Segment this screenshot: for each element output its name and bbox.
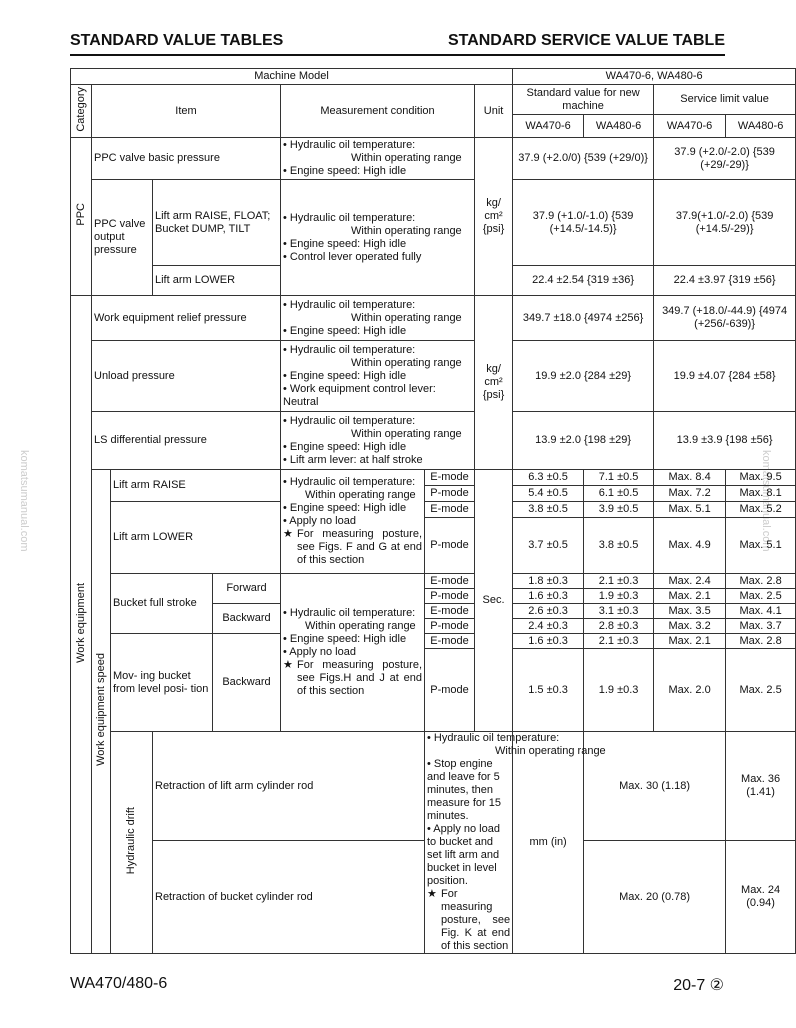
measurement-condition-header: Measurement condition [281,85,475,138]
value-cell: 37.9 (+1.0/-1.0) {539 (+14.5/-14.5)} [513,180,654,266]
item-forward: Forward [213,574,281,604]
value-cell: Max. 2.1 [654,634,726,649]
value-cell: Max. 5.1 [726,518,796,574]
item-moving-bucket: Mov- ing bucket from level posi- tion [111,634,213,732]
value-cell: 2.1 ±0.3 [584,634,654,649]
mode-label: P-mode [425,589,475,604]
value-cell: Max. 3.2 [654,619,726,634]
value-cell: Max. 4.1 [726,604,796,619]
value-cell: Max. 2.1 [654,589,726,604]
unit-pressure: kg/ cm² {psi} [475,296,513,470]
page-header [70,32,725,56]
item-lift-raise: Lift arm RAISE [111,470,281,502]
value-cell: Max. 2.0 [654,649,726,732]
unit-sec: Sec. [475,470,513,732]
watermark-right: komatsumanual.com [760,450,772,552]
value-cell: 7.1 ±0.5 [584,470,654,486]
mode-label: E-mode [425,470,475,486]
value-cell: 6.3 ±0.5 [513,470,584,486]
condition-speed-bucket: • Hydraulic oil temperature: Within operating range • Engine speed: High idle • Apply no load ★ For measuring posture, see Figs.H and J at end of this section [281,574,425,732]
item-header: Item [92,85,281,138]
value-cell: 19.9 ±4.07 {284 ±58} [654,341,796,412]
item-bucket-full-stroke: Bucket full stroke [111,574,213,634]
model-header: WA480-6 [584,115,654,138]
value-cell: 2.6 ±0.3 [513,604,584,619]
item-ppc-output: PPC valve output pressure [92,180,153,296]
value-cell: Max. 5.1 [654,502,726,518]
mode-label: E-mode [425,634,475,649]
value-cell: 3.7 ±0.5 [513,518,584,574]
unit-ppc: kg/ cm² {psi} [475,138,513,296]
value-cell: 3.8 ±0.5 [584,518,654,574]
value-cell: 37.9 (+2.0/0) {539 (+29/0)} [513,138,654,180]
item-lift-lower: Lift arm LOWER [111,502,281,574]
watermark-left: komatsumanual.com [18,450,30,552]
mode-label: P-mode [425,619,475,634]
item-unload-pressure: Unload pressure [92,341,281,412]
value-cell: Max. 7.2 [654,486,726,502]
value-cell: Max. 2.5 [726,649,796,732]
value-cell: 37.9 (+2.0/-2.0) {539 (+29/-29)} [654,138,796,180]
model-header: WA470-6 [654,115,726,138]
header-left-title: STANDARD VALUE TABLES [70,32,284,49]
service-value-table [70,68,796,954]
value-cell: Max. 4.9 [654,518,726,574]
value-cell: 1.6 ±0.3 [513,589,584,604]
condition-ppc-output: • Hydraulic oil temperature: Within operating range • Engine speed: High idle • Control lever operated fully [281,180,475,296]
value-cell: Max. 24 (0.94) [726,841,796,954]
value-cell: 1.5 ±0.3 [513,649,584,732]
item-ppc-output-sub1: Lift arm RAISE, FLOAT; Bucket DUMP, TILT [153,180,281,266]
value-cell: 22.4 ±2.54 {319 ±36} [513,266,654,296]
mode-label: E-mode [425,574,475,589]
value-cell: 1.9 ±0.3 [584,649,654,732]
value-cell: 3.8 ±0.5 [513,502,584,518]
condition-ls: • Hydraulic oil temperature: Within operating range • Engine speed: High idle • Lift arm lever: at half stroke [281,412,475,470]
value-cell: 1.9 ±0.3 [584,589,654,604]
value-cell: 2.8 ±0.3 [584,619,654,634]
item-drift-lift-arm: Retraction of lift arm cylinder rod [153,732,425,841]
footer-page-number: 20-7 ② [673,977,724,994]
value-cell: Max. 5.2 [726,502,796,518]
value-cell: Max. 8.4 [654,470,726,486]
value-cell: Max. 30 (1.18) [584,732,726,841]
value-cell: 2.1 ±0.3 [584,574,654,589]
category-header: Category [71,85,92,138]
condition-drift: • Hydraulic oil temperature: Within operating range • Stop engine and leave for 5 minutes, then measure for 15 minutes. • Apply no load to bucket and set lift arm and bucket in level position. ★ For measuring posture, see Fig. K at end of this section [425,732,513,954]
item-backward: Backward [213,604,281,634]
machine-model-label: Machine Model [71,69,513,85]
value-cell: Max. 3.7 [726,619,796,634]
value-cell: 1.6 ±0.3 [513,634,584,649]
std-new-header: Standard value for new machine [513,85,654,115]
model-header: WA470-6 [513,115,584,138]
value-cell: Max. 36 (1.41) [726,732,796,841]
item-ls-differential: LS differential pressure [92,412,281,470]
value-cell: 1.8 ±0.3 [513,574,584,589]
mode-label: E-mode [425,502,475,518]
condition-ppc-basic: • Hydraulic oil temperature: Within operating range • Engine speed: High idle [281,138,475,180]
value-cell: Max. 8.1 [726,486,796,502]
machine-model-value: WA470-6, WA480-6 [513,69,796,85]
value-cell: 13.9 ±2.0 {198 ±29} [513,412,654,470]
category-work-speed: Work equipment speed [92,470,111,954]
value-cell: 2.4 ±0.3 [513,619,584,634]
value-cell: 3.1 ±0.3 [584,604,654,619]
category-ppc: PPC [71,138,92,296]
item-drift-bucket: Retraction of bucket cylinder rod [153,841,425,954]
value-cell: 3.9 ±0.5 [584,502,654,518]
category-hydraulic-drift: Hydraulic drift [111,732,153,954]
unit-mm: mm (in) [513,732,584,954]
mode-label: P-mode [425,518,475,574]
mode-label: E-mode [425,604,475,619]
value-cell: Max. 20 (0.78) [584,841,726,954]
item-ppc-basic: PPC valve basic pressure [92,138,281,180]
value-cell: Max. 2.8 [726,574,796,589]
condition-relief: • Hydraulic oil temperature: Within operating range • Engine speed: High idle [281,296,475,341]
condition-unload: • Hydraulic oil temperature: Within operating range • Engine speed: High idle • Work equipment control lever: Neutral [281,341,475,412]
condition-speed-lift: • Hydraulic oil temperature: Within operating range • Engine speed: High idle • Apply no load ★ For measuring posture, see Figs. F and G at end of this section [281,470,425,574]
mode-label: P-mode [425,649,475,732]
value-cell: 13.9 ±3.9 {198 ±56} [654,412,796,470]
item-backward: Backward [213,634,281,732]
value-cell: 349.7 (+18.0/-44.9) {4974 (+256/-639)} [654,296,796,341]
footer-model: WA470/480-6 [70,975,168,992]
value-cell: Max. 2.8 [726,634,796,649]
header-right-title: STANDARD SERVICE VALUE TABLE [447,32,725,49]
value-cell: 349.7 ±18.0 {4974 ±256} [513,296,654,341]
unit-header: Unit [475,85,513,138]
mode-label: P-mode [425,486,475,502]
value-cell: 37.9(+1.0/-2.0) {539 (+14.5/-29)} [654,180,796,266]
value-cell: Max. 2.5 [726,589,796,604]
value-cell: Max. 3.5 [654,604,726,619]
value-cell: 22.4 ±3.97 {319 ±56} [654,266,796,296]
model-header: WA480-6 [726,115,796,138]
value-cell: 19.9 ±2.0 {284 ±29} [513,341,654,412]
category-work-equipment: Work equipment [71,296,92,954]
value-cell: 6.1 ±0.5 [584,486,654,502]
item-relief-pressure: Work equipment relief pressure [92,296,281,341]
value-cell: 5.4 ±0.5 [513,486,584,502]
item-ppc-output-sub2: Lift arm LOWER [153,266,281,296]
service-limit-header: Service limit value [654,85,796,115]
value-cell: Max. 9.5 [726,470,796,486]
value-cell: Max. 2.4 [654,574,726,589]
